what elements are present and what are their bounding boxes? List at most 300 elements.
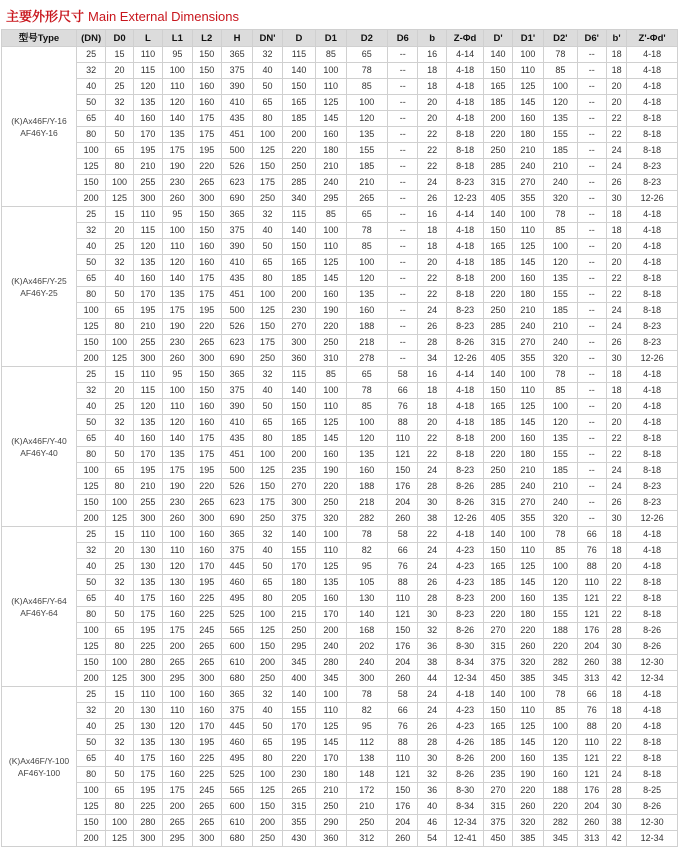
table-cell: 220 (484, 287, 512, 303)
table-cell: 260 (163, 191, 192, 207)
table-cell: 225 (133, 639, 162, 655)
table-cell: 8-18 (627, 575, 678, 591)
table-cell: -- (577, 495, 606, 511)
model-name: AF46Y-25 (20, 287, 58, 298)
table-cell: 78 (346, 223, 388, 239)
table-cell: 270 (282, 319, 315, 335)
table-cell: 135 (316, 575, 346, 591)
table-cell: 170 (316, 751, 346, 767)
table-cell: 218 (346, 335, 388, 351)
table-cell: 138 (346, 751, 388, 767)
table-cell: -- (577, 351, 606, 367)
table-cell: 315 (484, 639, 512, 655)
table-cell: 170 (133, 287, 162, 303)
table-cell: 50 (253, 79, 282, 95)
table-cell: 22 (418, 287, 446, 303)
table-cell: 22 (606, 607, 626, 623)
table-cell: 435 (221, 111, 252, 127)
column-header: b' (606, 30, 626, 47)
table-cell: 8-18 (627, 287, 678, 303)
model-name: (K)Ax46F/Y-40 (11, 435, 67, 446)
table-cell: 295 (163, 671, 192, 687)
table-cell: 200 (282, 287, 315, 303)
table-cell: 58 (388, 687, 418, 703)
table-cell: 24 (606, 767, 626, 783)
table-cell: 100 (512, 207, 543, 223)
table-cell: 175 (163, 143, 192, 159)
table-cell: 135 (346, 287, 388, 303)
table-cell: -- (577, 335, 606, 351)
table-cell: 150 (253, 159, 282, 175)
table-cell: 12-34 (627, 831, 678, 847)
table-cell: 76 (388, 559, 418, 575)
table-cell: 18 (606, 703, 626, 719)
column-header: D2 (346, 30, 388, 47)
table-cell: 405 (484, 191, 512, 207)
table-cell: 4-18 (627, 687, 678, 703)
table-cell: 140 (282, 63, 315, 79)
table-cell: 22 (606, 111, 626, 127)
table-cell: 24 (606, 479, 626, 495)
table-cell: 76 (388, 399, 418, 415)
table-cell: 610 (221, 815, 252, 831)
table-cell: 4-18 (446, 95, 483, 111)
table-cell: 140 (282, 687, 315, 703)
table-cell: 300 (133, 191, 162, 207)
table-cell: 204 (388, 495, 418, 511)
table-cell: 320 (512, 815, 543, 831)
table-cell: 78 (544, 367, 577, 383)
table-cell: 150 (76, 335, 105, 351)
table-cell: 40 (253, 223, 282, 239)
model-name: AF46Y-16 (20, 127, 58, 138)
table-cell: 315 (484, 495, 512, 511)
model-name: AF46Y-100 (17, 767, 61, 778)
table-cell: 4-18 (627, 367, 678, 383)
table-cell: 265 (192, 799, 221, 815)
column-header: L1 (163, 30, 192, 47)
table-cell: 375 (221, 703, 252, 719)
table-cell: 315 (484, 799, 512, 815)
table-cell: 26 (418, 575, 446, 591)
table-cell: 145 (316, 735, 346, 751)
table-cell: 78 (346, 63, 388, 79)
table-cell: 8-18 (627, 607, 678, 623)
column-header: Z-Φd (446, 30, 483, 47)
table-cell: 160 (192, 703, 221, 719)
table-cell: 121 (577, 751, 606, 767)
table-cell: 8-30 (446, 783, 483, 799)
table-cell: 160 (133, 271, 162, 287)
table-cell: 32 (76, 223, 105, 239)
table-cell: 220 (484, 447, 512, 463)
table-cell: -- (388, 207, 418, 223)
table-cell: 145 (512, 575, 543, 591)
table-cell: 8-23 (446, 607, 483, 623)
column-header: D' (484, 30, 512, 47)
table-cell: 145 (316, 431, 346, 447)
table-cell: 26 (606, 495, 626, 511)
table-cell: 390 (221, 79, 252, 95)
table-cell: 295 (282, 639, 315, 655)
model-name: (K)Ax46F/Y-25 (11, 275, 67, 286)
table-cell: 8-18 (446, 143, 483, 159)
table-cell: 65 (346, 367, 388, 383)
table-cell: 260 (388, 511, 418, 527)
table-cell: 12-30 (627, 815, 678, 831)
table-cell: 300 (192, 351, 221, 367)
table-cell: 125 (106, 191, 133, 207)
table-cell: 58 (388, 527, 418, 543)
table-cell: 24 (606, 303, 626, 319)
table-cell: 100 (512, 527, 543, 543)
table-cell: -- (577, 303, 606, 319)
table-cell: -- (388, 223, 418, 239)
table-cell: 25 (106, 79, 133, 95)
table-cell: 150 (484, 223, 512, 239)
table-cell: 15 (106, 367, 133, 383)
table-cell: 176 (577, 623, 606, 639)
table-cell: 32 (76, 383, 105, 399)
table-cell: 95 (163, 207, 192, 223)
column-header: D6 (388, 30, 418, 47)
table-cell: 120 (346, 111, 388, 127)
table-cell: 240 (316, 639, 346, 655)
table-cell: 30 (418, 751, 446, 767)
table-cell: 4-26 (446, 735, 483, 751)
table-cell: 85 (316, 207, 346, 223)
table-cell: 160 (192, 399, 221, 415)
table-cell: -- (388, 287, 418, 303)
table-cell: 255 (133, 175, 162, 191)
table-cell: 282 (544, 655, 577, 671)
table-cell: 65 (253, 735, 282, 751)
table-cell: 18 (606, 223, 626, 239)
table-cell: 110 (133, 47, 162, 63)
table-cell: 100 (544, 239, 577, 255)
table-cell: -- (577, 431, 606, 447)
table-cell: 4-18 (446, 415, 483, 431)
table-cell: 320 (544, 191, 577, 207)
table-cell: 180 (282, 575, 315, 591)
table-cell: 525 (221, 607, 252, 623)
table-cell: 365 (221, 527, 252, 543)
table-cell: 40 (418, 799, 446, 815)
table-cell: 12-26 (627, 511, 678, 527)
table-cell: 4-18 (627, 415, 678, 431)
table-cell: 565 (221, 783, 252, 799)
table-cell: 451 (221, 287, 252, 303)
table-cell: 125 (316, 719, 346, 735)
table-cell: 110 (512, 223, 543, 239)
table-cell: 4-18 (627, 543, 678, 559)
table-cell: 280 (316, 655, 346, 671)
table-cell: 260 (163, 351, 192, 367)
table-cell: 160 (192, 415, 221, 431)
table-cell: 145 (512, 255, 543, 271)
table-row (2, 655, 678, 671)
model-cell (2, 367, 77, 527)
table-cell: 110 (316, 239, 346, 255)
table-cell: 88 (388, 415, 418, 431)
table-row (2, 335, 678, 351)
table-cell: 280 (133, 815, 162, 831)
table-cell: 300 (192, 191, 221, 207)
table-cell: 195 (133, 623, 162, 639)
table-cell: 265 (163, 655, 192, 671)
table-cell: 20 (606, 79, 626, 95)
table-cell: 125 (316, 415, 346, 431)
table-cell: 22 (606, 287, 626, 303)
table-cell: 100 (316, 687, 346, 703)
table-cell: 210 (346, 799, 388, 815)
table-cell: 12-34 (446, 815, 483, 831)
table-row (2, 143, 678, 159)
table-cell: 95 (346, 559, 388, 575)
table-cell: 460 (221, 735, 252, 751)
table-cell: 160 (512, 271, 543, 287)
table-cell: 4-18 (446, 239, 483, 255)
table-cell: 8-18 (627, 463, 678, 479)
table-cell: 195 (133, 463, 162, 479)
table-cell: 225 (192, 607, 221, 623)
table-cell: 20 (606, 95, 626, 111)
table-cell: 148 (346, 767, 388, 783)
table-cell: 160 (512, 751, 543, 767)
table-cell: 120 (346, 431, 388, 447)
column-header: D2' (544, 30, 577, 47)
table-cell: 121 (388, 447, 418, 463)
table-cell: 50 (106, 767, 133, 783)
table-cell: 4-18 (446, 79, 483, 95)
table-cell: 40 (76, 79, 105, 95)
table-cell: 210 (544, 319, 577, 335)
table-cell: 250 (282, 623, 315, 639)
table-cell: 4-14 (446, 367, 483, 383)
table-cell: 100 (163, 223, 192, 239)
table-cell: -- (577, 287, 606, 303)
table-cell: 8-26 (446, 335, 483, 351)
table-cell: 160 (192, 543, 221, 559)
table-cell: 282 (346, 511, 388, 527)
table-cell: 405 (484, 351, 512, 367)
table-cell: 150 (192, 223, 221, 239)
table-cell: 32 (253, 527, 282, 543)
table-cell: 250 (316, 799, 346, 815)
table-cell: 200 (163, 799, 192, 815)
table-cell: 100 (544, 79, 577, 95)
table-cell: 172 (346, 783, 388, 799)
table-cell: 76 (388, 719, 418, 735)
table-cell: 20 (606, 719, 626, 735)
table-cell: 20 (106, 383, 133, 399)
table-cell: 220 (282, 751, 315, 767)
table-cell: 185 (484, 255, 512, 271)
table-cell: 125 (76, 479, 105, 495)
table-row (2, 111, 678, 127)
table-cell: 220 (192, 319, 221, 335)
table-row (2, 79, 678, 95)
table-cell: 120 (163, 255, 192, 271)
table-cell: 100 (253, 447, 282, 463)
table-cell: -- (577, 511, 606, 527)
table-cell: 265 (192, 495, 221, 511)
table-cell: -- (577, 223, 606, 239)
table-cell: 50 (253, 559, 282, 575)
table-cell: 210 (544, 479, 577, 495)
table-cell: 121 (577, 607, 606, 623)
table-cell: 85 (544, 703, 577, 719)
table-cell: 690 (221, 351, 252, 367)
table-cell: 165 (282, 255, 315, 271)
table-cell: 135 (133, 95, 162, 111)
table-cell: 24 (418, 687, 446, 703)
table-cell: 210 (544, 159, 577, 175)
model-name: (K)Ax46F/Y-64 (11, 595, 67, 606)
table-cell: 150 (484, 703, 512, 719)
table-cell: 204 (388, 655, 418, 671)
table-cell: 40 (76, 719, 105, 735)
table-cell: 12-34 (627, 671, 678, 687)
table-cell: 32 (106, 95, 133, 111)
table-cell: 125 (106, 511, 133, 527)
table-cell: 115 (133, 223, 162, 239)
table-cell: 4-18 (627, 559, 678, 575)
table-cell: 20 (418, 111, 446, 127)
table-cell: -- (388, 79, 418, 95)
table-cell: 215 (282, 607, 315, 623)
table-cell: 270 (282, 479, 315, 495)
table-cell: 30 (606, 799, 626, 815)
table-cell: 125 (253, 623, 282, 639)
table-cell: 28 (418, 735, 446, 751)
table-cell: 526 (221, 159, 252, 175)
table-cell: 50 (253, 719, 282, 735)
table-cell: 300 (192, 511, 221, 527)
table-cell: 200 (253, 815, 282, 831)
table-cell: 100 (76, 303, 105, 319)
table-cell: 80 (253, 751, 282, 767)
table-cell: 225 (133, 799, 162, 815)
table-row (2, 687, 678, 703)
table-cell: 145 (512, 95, 543, 111)
table-cell: 22 (606, 735, 626, 751)
table-cell: 260 (388, 831, 418, 847)
table-cell: 25 (76, 687, 105, 703)
table-cell: 170 (133, 127, 162, 143)
table-cell: 135 (544, 751, 577, 767)
table-cell: 125 (106, 831, 133, 847)
table-cell: 42 (606, 831, 626, 847)
table-cell: 180 (316, 143, 346, 159)
table-cell: 175 (253, 495, 282, 511)
table-row (2, 447, 678, 463)
table-cell: 15 (106, 527, 133, 543)
table-cell: 210 (512, 463, 543, 479)
table-cell: 360 (282, 351, 315, 367)
table-row (2, 831, 678, 847)
table-cell: 20 (106, 543, 133, 559)
table-cell: 18 (606, 207, 626, 223)
table-cell: 120 (544, 735, 577, 751)
table-cell: 220 (282, 143, 315, 159)
table-cell: 125 (76, 639, 105, 655)
table-cell: 125 (316, 559, 346, 575)
table-cell: 24 (418, 175, 446, 191)
table-cell: 204 (577, 639, 606, 655)
table-cell: 125 (253, 303, 282, 319)
table-cell: 365 (221, 687, 252, 703)
table-cell: 100 (163, 383, 192, 399)
model-cell (2, 47, 77, 207)
table-cell: 40 (106, 431, 133, 447)
table-cell: 150 (253, 799, 282, 815)
table-cell: 500 (221, 143, 252, 159)
table-cell: 95 (163, 47, 192, 63)
table-cell: 100 (316, 223, 346, 239)
table-cell: 18 (418, 79, 446, 95)
table-cell: 175 (192, 287, 221, 303)
table-cell: 170 (282, 719, 315, 735)
table-cell: 200 (76, 351, 105, 367)
table-cell: 85 (544, 383, 577, 399)
table-cell: 80 (76, 287, 105, 303)
table-row (2, 783, 678, 799)
table-cell: 100 (544, 719, 577, 735)
table-cell: 188 (346, 319, 388, 335)
table-cell: 130 (133, 559, 162, 575)
table-cell: 110 (512, 703, 543, 719)
table-cell: -- (577, 111, 606, 127)
table-cell: 22 (606, 271, 626, 287)
table-cell: 4-23 (446, 543, 483, 559)
table-cell: 26 (606, 175, 626, 191)
table-cell: 140 (163, 431, 192, 447)
table-cell: 175 (163, 623, 192, 639)
table-row (2, 271, 678, 287)
model-cell (2, 207, 77, 367)
table-cell: 200 (76, 831, 105, 847)
table-cell: -- (577, 191, 606, 207)
table-cell: 130 (346, 591, 388, 607)
table-cell: -- (577, 447, 606, 463)
table-cell: 36 (418, 639, 446, 655)
table-cell: 240 (316, 175, 346, 191)
table-cell: 282 (544, 815, 577, 831)
table-cell: 220 (512, 783, 543, 799)
table-cell: 80 (253, 111, 282, 127)
table-cell: 200 (282, 447, 315, 463)
table-cell: 120 (133, 239, 162, 255)
table-cell: 210 (512, 143, 543, 159)
table-cell: 165 (484, 399, 512, 415)
column-header: L (133, 30, 162, 47)
table-cell: 160 (192, 95, 221, 111)
table-row (2, 431, 678, 447)
table-cell: 265 (163, 815, 192, 831)
table-cell: 125 (253, 143, 282, 159)
table-cell: 345 (282, 655, 315, 671)
table-cell: 185 (282, 431, 315, 447)
table-cell: 4-18 (627, 399, 678, 415)
table-cell: 4-14 (446, 207, 483, 223)
table-cell: 135 (133, 735, 162, 751)
table-cell: 65 (76, 111, 105, 127)
table-cell: 38 (418, 511, 446, 527)
table-cell: 150 (76, 655, 105, 671)
table-row (2, 559, 678, 575)
table-cell: 22 (418, 447, 446, 463)
